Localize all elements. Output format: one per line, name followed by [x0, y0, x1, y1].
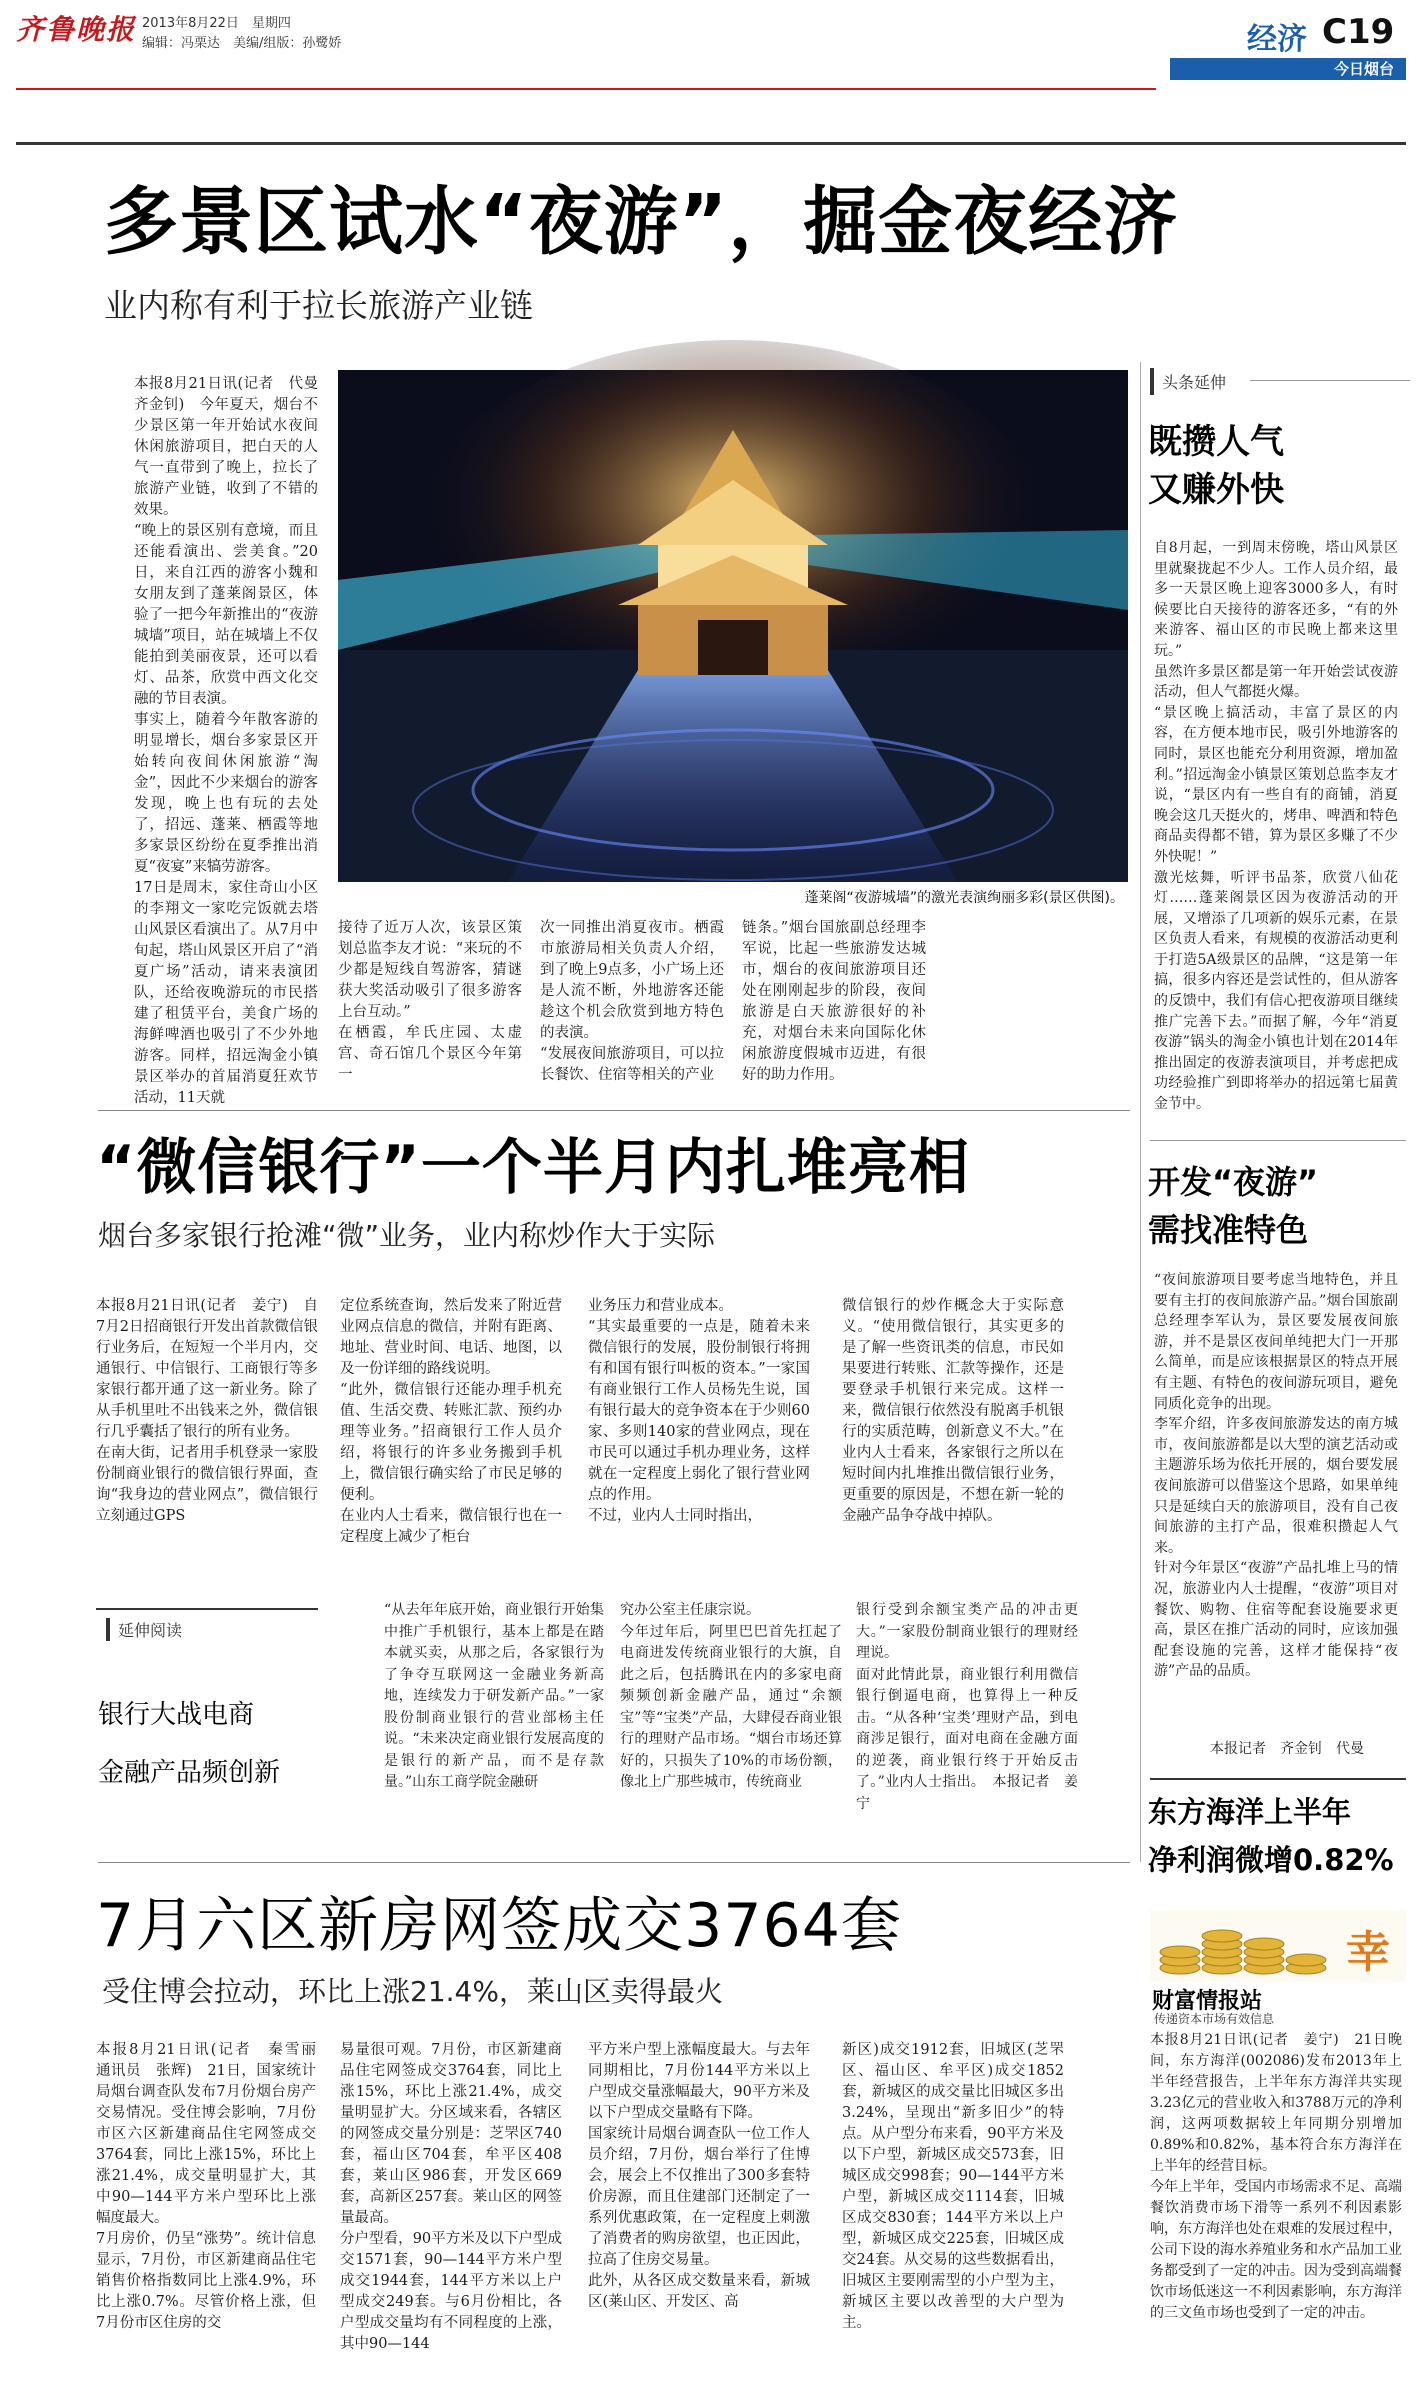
story1-subhead: 业内称有利于拉长旅游产业链 [104, 286, 533, 325]
sidebar2-body [1154, 1270, 1398, 1732]
sidebar1-body [1154, 538, 1398, 1113]
story2-col4b [856, 1600, 1078, 1830]
story3-col3 [588, 2040, 810, 2376]
sidebar3-headline-2: 净利润微增0.82% [1148, 1843, 1394, 1877]
story2-col4b-text: 银行受到余额宝类产品的冲击更大。”一家股份制商业银行的理财经理说。 面对此情此景，商业银行利用微信银行倒逼电商，也算得上一种反击。“从各种‘宝类’理财产品，到电商涉足银行，面对电商在金融方面的逆袭，商业银行终于开始反击了。”业内人士指出。 本报记者 姜宁 [856, 1602, 1078, 1812]
story2-col2b [384, 1600, 604, 1830]
story3-top-rule [98, 1862, 1130, 1863]
story1-headline: 多景区试水“夜游”，掘金夜经济 [104, 179, 1179, 265]
story1-photo [338, 370, 1128, 882]
sidebar2-byline: 本报记者 齐金钊 代曼 [1210, 1741, 1364, 1757]
page-number: C19 [1322, 12, 1395, 52]
extend-read-item-1: 银行大战电商 [98, 1700, 255, 1730]
story3-col4 [842, 2040, 1064, 2376]
sidebar2-headline-1: 开发“夜游” [1148, 1163, 1319, 1201]
wealth-brand-box [1150, 1910, 1406, 2026]
sidebar3-top-rule [1150, 1778, 1406, 1780]
story2-col4 [842, 1296, 1064, 1564]
masthead-logo: 齐鲁晚报 [16, 13, 137, 46]
story1-col1-text: 本报8月21日讯(记者 代曼 齐金钊) 今年夏天，烟台不少景区第一年开始试水夜间休闲旅游项目，把白天的人气一直带到了晚上，拉长了旅游产业链，收到了不错的效果。 “晚上的景区别有意境，而且还能看演出、尝美食。”20日，来自江西的游客小魏和女朋友到了蓬莱阁景区，体验了一把今年新推出的“夜游城墙”项目，站在城墙上不仅能拍到美丽夜景，还可以看灯、品茶，欣赏中西文化交融的节目表演。 事实上，随着今年散客游的明显增长，烟台多家景区开始转向夜间休闲旅游“淘金”，因此不少来烟台的游客发现，晚上也有玩的去处了，招远、蓬莱、栖霞等地多家景区纷纷在夏季推出消夏“夜宴”来犒劳游客。 17日是周末，家住奇山小区的李翔文一家吃完饭就去塔山风景区看演出了。从7月中旬起，塔山风景区开启了“消夏广场”活动，请来表演团队，还给夜晚游玩的市民搭建了租赁平台，美食广场的海鲜啤酒也吸引了不少外地游客。同样，招远淘金小镇景区举办的首届消夏狂欢节活动，11天就 [134, 376, 318, 1106]
story2-col1-text: 本报8月21日讯(记者 姜宁) 自7月2日招商银行开发出首款微信银行业务后，在短短一个半月内，交通银行、中信银行、工商银行等多家银行都开通了这一新业务。除了从手机里吐不出钱来之外，微信银行几乎囊括了银行的所有业务。 在南大街，记者用手机登录一家股份制商业银行的微信银行界面，查询“我身边的营业网点”，微信银行立刻通过GPS [96, 1298, 318, 1524]
story2-col1 [96, 1296, 318, 1564]
sidebar1-headline-2: 又赚外快 [1148, 470, 1284, 510]
masthead-editors: 编辑：冯栗达 美编/组版：孙鹭娇 [142, 36, 342, 51]
story3-col2-text: 易量很可观。7月份，市区新建商品住宅网签成交3764套，同比上涨15%，环比上涨21.4%，成交量明显扩大。分区域来看，各辖区的网签成交量分别是：芝罘区740套，福山区704套，牟平区408套，莱山区986套，开发区669套，高新区257套。莱山区的网签量最高。 分户型看，90平方米及以下户型成交1571套，90—144平方米户型成交1944套，144平方米以上户型成交249套。与6月份相比，各户型成交量均有不同程度的上涨，其中90—144 [340, 2042, 562, 2352]
story2-col2b-text: “从去年年底开始，商业银行开始集中推广手机银行，基本上都是在踏本就买卖，从那之后，各家银行为了争夺互联网这一金融业务新高地，连续发力于研发新产品。”一家股份制商业银行的营业部杨主任说。“未来决定商业银行发展高度的是银行的新产品，而不是存款量。”山东工商学院金融研 [384, 1602, 604, 1790]
story1-col2-text: 接待了近万人次，该景区策划总监李友才说：“来玩的不少都是短线自驾游客，猜谜获大奖活动吸引了很多游客上台互动。” 在栖霞，牟氏庄园、太虚宫、奇石馆几个景区今年第一 [338, 920, 522, 1083]
section-label: 经济 [1247, 22, 1307, 57]
masthead-rule [16, 88, 1156, 90]
sidebar2-top-line [1150, 1140, 1406, 1141]
story2-col2 [340, 1296, 562, 1564]
story2-col3 [588, 1296, 810, 1564]
story1-col4-text: 链条。”烟台国旅副总经理李军说，比起一些旅游发达城市，烟台的夜间旅游项目还处在刚刚起步的阶段，夜间旅游是白天旅游很好的补充，对烟台未来向国际化休闲旅游度假城市迈进，有很好的助力作用。 [742, 920, 926, 1083]
story2-headline: “微信银行”一个半月内扎堆亮相 [96, 1133, 970, 1203]
extend-read-item-2: 金融产品频创新 [98, 1758, 281, 1788]
wealth-brand-glyph: 幸 [1346, 1927, 1390, 1978]
sidebar-divider [1140, 362, 1141, 1862]
story2-col4-text: 微信银行的炒作概念大于实际意义。“使用微信银行，其实更多的是了解一些资讯类的信息，市民如果要进行转账、汇款等操作，还是要登录手机银行来完成。这样一来，微信银行依然没有脱离手机银行的实质范畴，创新意义不大。”在业内人士看来，各家银行之所以在短时间内扎堆推出微信银行业务，更重要的原因是，不想在新一轮的金融产品争夺战中掉队。 [842, 1298, 1064, 1524]
extend-read-tag: 延伸阅读 [106, 1618, 182, 1641]
story2-subhead: 烟台多家银行抢滩“微”业务，业内称炒作大于实际 [98, 1219, 716, 1252]
story1-col4 [742, 918, 926, 1088]
extend-read-box [96, 1608, 318, 1810]
story2-col2-text: 定位系统查询，然后发来了附近营业网点信息的微信，并附有距离、地址、营业时间、电话、地图，以及一份详细的路线说明。 “此外，微信银行还能办理手机充值、生活交费、转账汇款、预约办理等业务。”招商银行工作人员介绍，将银行的许多业务搬到手机上，微信银行确实给了市民足够的便利。 在业内人士看来，微信银行也在一定程度上减少了柜台 [340, 1298, 562, 1545]
story1-col2 [338, 918, 522, 1088]
story1-col1 [134, 374, 318, 1106]
story3-col2 [340, 2040, 562, 2376]
subsection-bar [1170, 58, 1406, 80]
wealth-brand-title: 财富情报站 [1152, 1989, 1263, 2014]
sidebar3-body [1150, 2030, 1402, 2376]
story1-col3-text: 次一同推出消夏夜市。栖霞市旅游局相关负责人介绍，到了晚上9点多，小广场上还是人流不断，外地游客还能趁这个机会欣赏到地方特色的表演。 “发展夜间旅游项目，可以拉长餐饮、住宿等相关的产业 [540, 920, 724, 1083]
sidebar3-body-text: 本报8月21日讯(记者 姜宁) 21日晚间，东方海洋(002086)发布2013年上半年经营报告，上半年东方海洋共实现3.23亿元的营业收入和3788万元的净利润，这两项数据较上年同期分别增加0.89%和0.82%，基本符合东方海洋在上半年的经营目标。 今年上半年，受国内市场需求不足、高端餐饮消费市场下滑等一系列不利因素影响，东方海洋也处在艰难的发展过程中，公司下设的海水养殖业务和水产品加工业务都受到了一定的冲击。因为受到高端餐饮市场低迷这一不利因素影响，东方海洋的三文鱼市场也受到了一定的冲击。 [1150, 2032, 1402, 2321]
story2-col3b [620, 1600, 842, 1830]
sidebar1-body-text: 自8月起，一到周末傍晚，塔山风景区里就聚拢起不少人。工作人员介绍，最多一天景区晚上迎客3000多人，有时候要比白天接待的游客还多，“有的外来游客、福山区的市民晚上都来这里玩。” 虽然许多景区都是第一年开始尝试夜游活动，但人气都挺火爆。 “景区晚上搞活动，丰富了景区的内容，在方便本地市民，吸引外地游客的同时，景区也能充分利用资源，增加盈利。”招远淘金小镇景区策划总监李友才说，“景区内有一些自有的商铺，消夏晚会这几天挺火的，烤串、啤酒和特色商品卖得都不错，算为景区多赚了不少外快呢！” 激光炫舞，听评书品茶，欣赏八仙花灯……蓬莱阁景区因为夜游活动的开展，又增添了几项新的娱乐元素，在景区负责人看来，有规模的夜游活动更利于打造5A级景区的品牌，“这是第一年搞，很多内容还是尝试性的，但从游客的反馈中，我们有信心把夜游项目继续推广完善下去。”而据了解，今年“消夏夜游”锅头的淘金小镇也计划在2014年推出固定的夜游表演项目，并考虑把成功经验推广到即将举办的招远第七届黄金节中。 [1154, 540, 1398, 1113]
masthead-date: 2013年8月22日 星期四 [142, 16, 291, 31]
subsection-label: 今日烟台 [1333, 60, 1394, 78]
story1-photo-caption: 蓬莱阁“夜游城墙”的激光表演绚丽多彩(景区供图)。 [804, 890, 1124, 906]
night-tower-illustration [338, 370, 1128, 882]
story3-col4-text: 新区)成交1912套，旧城区(芝罘区、福山区、牟平区)成交1852套，新城区的成交量比旧城区多出3.24%，呈现出“新多旧少”的特点。从户型分布来看，90平方米及以下户型，新城区成交573套，旧城区成交998套；90—144平方米户型，新城区成交1114套，旧城区成交830套；144平方米以上户型，新城区成交225套，旧城区成交24套。从交易的这些数据看出，旧城区主要刚需型的小户型为主，新城区主要以改善型的大户型为主。 [842, 2042, 1064, 2331]
story3-subhead: 受住博会拉动，环比上涨21.4%，莱山区卖得最火 [102, 1975, 723, 2008]
story3-col1 [96, 2040, 316, 2376]
story3-col1-text: 本报8月21日讯(记者 秦雪丽 通讯员 张辉) 21日，国家统计局烟台调查队发布7月份烟台房产交易情况。受住博会影响，7月份市区六区新建商品住宅网签成交3764套，同比上涨15%，环比上涨21.4%，成交量明显扩大，其中90—144平方米户型环比上涨幅度最大。 7月房价，仍呈“涨势”。统计信息显示，7月份，市区新建商品住宅销售价格指数同比上涨4.9%，环比上涨0.7%。尽管价格上涨，但7月份市区住房的交 [96, 2042, 316, 2331]
sidebar1-tag-line [1250, 380, 1410, 381]
story2-col3b-text: 究办公室主任康宗说。 今年过年后，阿里巴巴首先扛起了电商进发传统商业银行的大旗，自此之后，包括腾讯在内的多家电商频频创新金融产品，通过“余额宝”等“宝类”产品，大肆侵吞商业银行的理财产品市场。“烟台市场还算好的，只损失了10%的市场份额，像北上广那些城市，传统商业 [620, 1602, 842, 1790]
story1-col3 [540, 918, 724, 1088]
sidebar2-headline-2: 需找准特色 [1148, 1211, 1309, 1249]
top-divider [16, 142, 1406, 145]
sidebar1-headline-1: 既攒人气 [1148, 422, 1284, 462]
story2-col3-text: 业务压力和营业成本。 “其实最重要的一点是，随着未来微信银行的发展，股份制银行将拥有和国有银行叫板的资本。”一家国有商业银行工作人员杨先生说，国有银行最大的竞争资本在于少则60家、多则140家的营业网点，现在市民可以通过手机办理业务，这样就在一定程度上弱化了银行营业网点的作用。 不过，业内人士同时指出， [588, 1298, 810, 1524]
story3-col3-text: 平方米户型上涨幅度最大。与去年同期相比，7月份144平方米以上户型成交量涨幅最大，90平方米及以下户型成交量略有下降。 国家统计局烟台调查队一位工作人员介绍，7月份，烟台举行了住博会，展会上不仅推出了300多套特价房源，而且住建部门还制定了一系列优惠政策，在一定程度上刺激了消费者的购房欲望，也正因此，拉高了住房交易量。 此外，从各区成交数量来看，新城区(莱山区、开发区、高 [588, 2042, 810, 2310]
wealth-brand-sub: 传递资本市场有效信息 [1154, 2012, 1275, 2026]
sidebar1-tag: 头条延伸 [1150, 368, 1234, 395]
sidebar3-headline-1: 东方海洋上半年 [1148, 1795, 1352, 1829]
story3-headline: 7月六区新房网签成交3764套 [96, 1891, 902, 1961]
sidebar2-body-text: “夜间旅游项目要考虑当地特色，并且要有主打的夜间旅游产品。”烟台国旅副总经理李军认为，景区要发展夜间旅游，并不是景区夜间单纯把大门一开那么简单，而是应该根据景区的特点开展有主题、有特色的夜间游玩项目，避免同质化竞争的出现。 李军介绍，许多夜间旅游发达的南方城市，夜间旅游都是以大型的演艺活动或主题游乐场为依托开展的，烟台要发展夜间旅游可以借鉴这个思路，如果单纯只是延续白天的旅游项目，没有自己夜间旅游的主打产品，很难积攒起人气来。 针对今年景区“夜游”产品扎堆上马的情况，旅游业内人士提醒，“夜游”项目对餐饮、购物、住宿等配套设施要求更高，景区在推广活动的同时，应该加强配套设施的完善，这样才能保持“夜游”产品的品质。 [1154, 1272, 1398, 1680]
story2-top-rule [98, 1110, 1130, 1111]
